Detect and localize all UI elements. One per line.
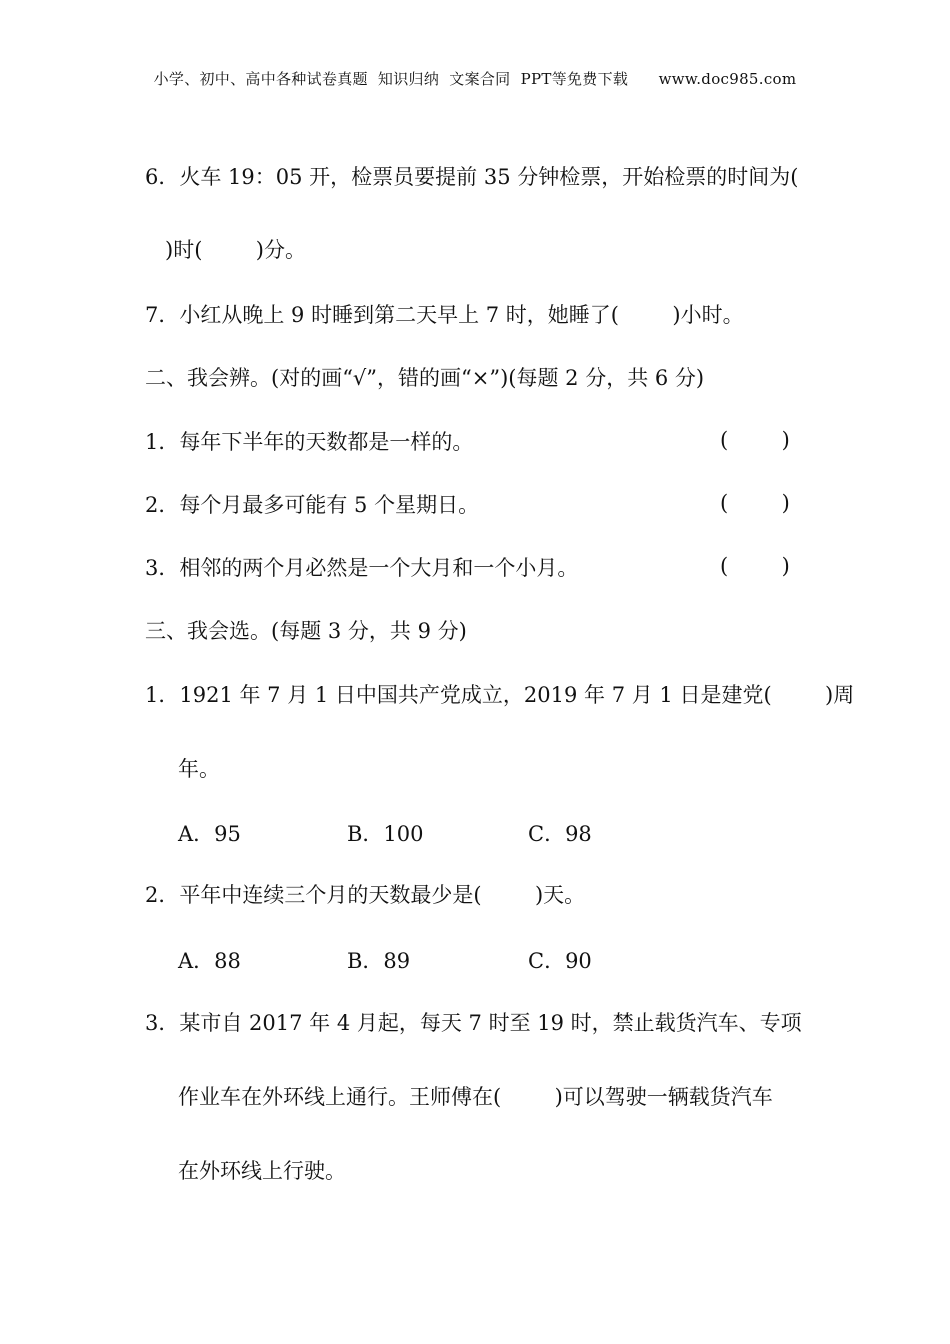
choice-q3-line-1: 3．某市自 2017 年 4 月起，每天 7 时至 19 时，禁止载货汽车、专项 (145, 1011, 802, 1035)
choice-q1-option-c: C．98 (528, 822, 592, 846)
question-7: 7．小红从晚上 9 时睡到第二天早上 7 时，她睡了( )小时。 (145, 303, 744, 327)
judge-item-1: 1．每年下半年的天数都是一样的。 (145, 430, 474, 454)
question-6-line-2: )时( )分。 (165, 238, 306, 262)
choice-q3-line-3: 在外环线上行驶。 (178, 1159, 346, 1183)
judge-item-2-answer-blank: ( ) (720, 491, 790, 515)
choice-q2: 2．平年中连续三个月的天数最少是( )天。 (145, 883, 586, 907)
page-header: 小学、初中、高中各种试卷真题 知识归纳 文案合同 PPT等免费下载 www.doc985.com (153, 70, 797, 88)
choice-q1-option-b: B．100 (347, 822, 424, 846)
choice-q2-option-c: C．90 (528, 949, 592, 973)
choice-q2-option-a: A．88 (178, 949, 241, 973)
question-6-line-1: 6．火车 19：05 开，检票员要提前 35 分钟检票，开始检票的时间为( (145, 165, 799, 189)
choice-q1-line-1: 1．1921 年 7 月 1 日中国共产党成立，2019 年 7 月 1 日是建党( )周 (145, 683, 855, 707)
judge-item-3-answer-blank: ( ) (720, 554, 790, 578)
choice-q3-line-2: 作业车在外环线上通行。王师傅在( )可以驾驶一辆载货汽车 (178, 1085, 773, 1109)
choice-q1-option-a: A．95 (178, 822, 241, 846)
judge-item-3: 3．相邻的两个月必然是一个大月和一个小月。 (145, 556, 579, 580)
section-2-title: 二、我会辨。(对的画“√”，错的画“×”)(每题 2 分，共 6 分) (145, 366, 705, 390)
judge-item-2: 2．每个月最多可能有 5 个星期日。 (145, 493, 480, 517)
judge-item-1-answer-blank: ( ) (720, 428, 790, 452)
choice-q2-option-b: B．89 (347, 949, 411, 973)
section-3-title: 三、我会选。(每题 3 分，共 9 分) (145, 619, 467, 643)
choice-q1-line-2: 年。 (178, 757, 220, 781)
